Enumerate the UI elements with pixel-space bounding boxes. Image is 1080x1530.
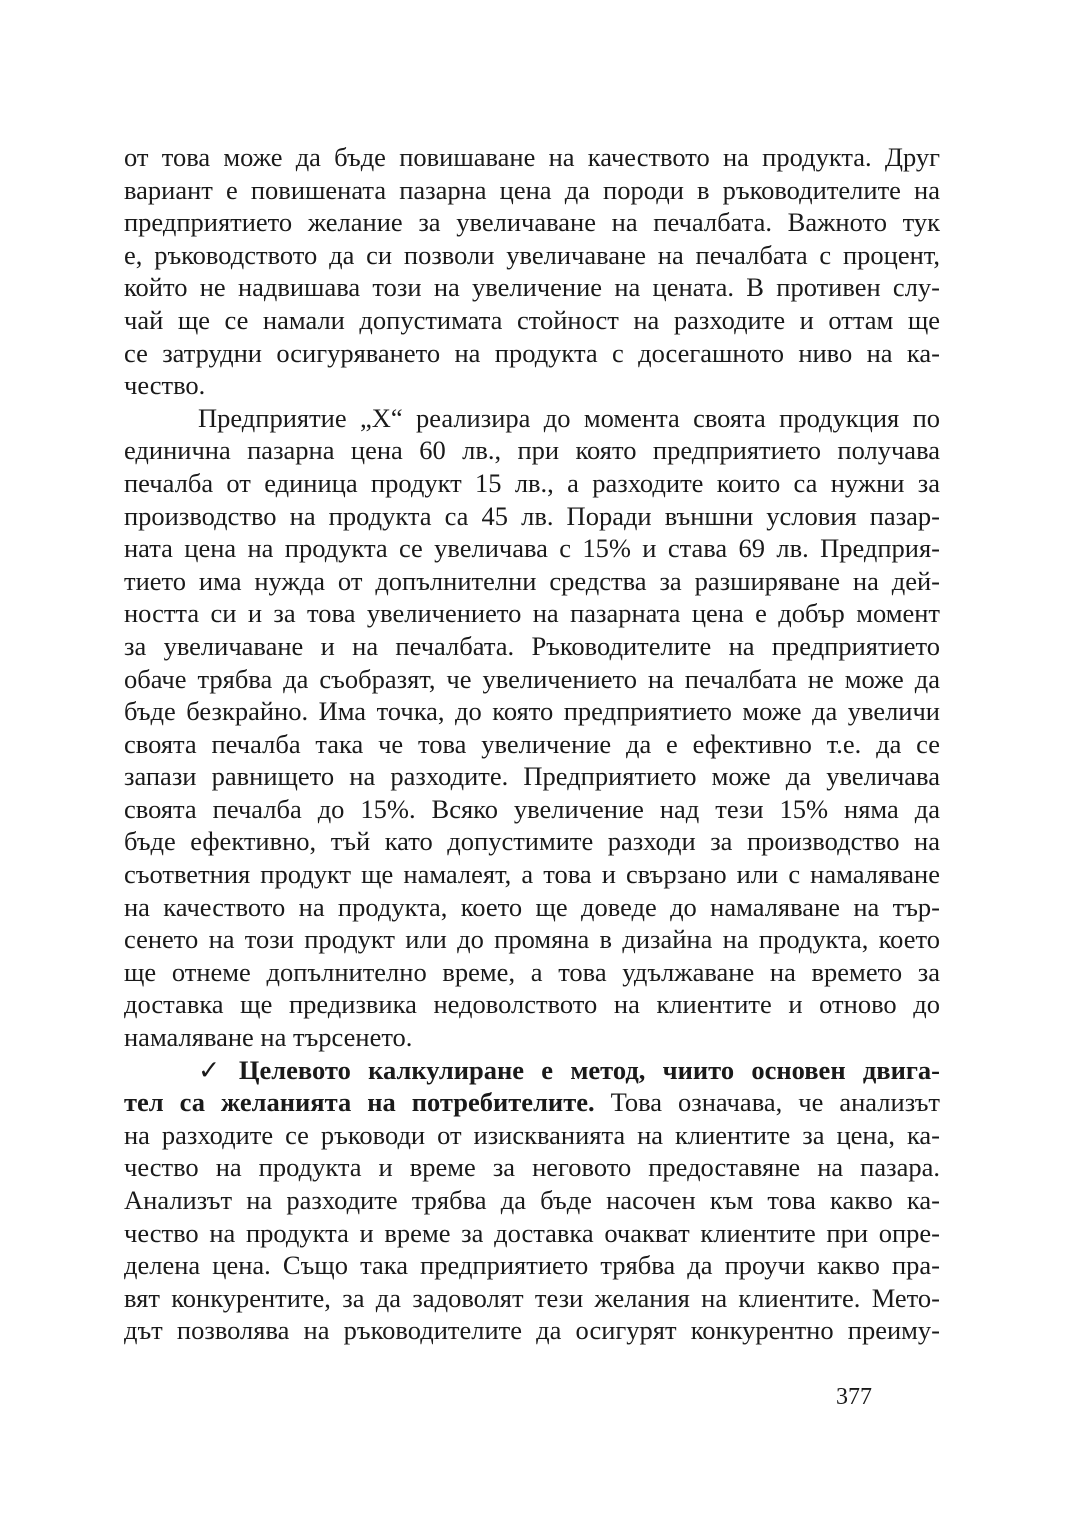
text-line: ността си и за това увеличението на пазарната цена е добър момент: [124, 598, 940, 629]
text-line: на разходите се ръководи от изискванията на клиентите за цена, ка-: [124, 1119, 940, 1150]
text-line: чай ще се намали допустимата стойност на разходите и оттам ще: [124, 304, 940, 335]
text-line: ната цена на продукта се увеличава с 15% и става 69 лв. Предприя-: [124, 533, 940, 564]
text-line: тието има нужда от допълнителни средства за разширяване на дей-: [124, 565, 940, 596]
text-line: чество на продукта и време за доставка очакват клиентите при опре-: [124, 1217, 940, 1248]
page-body: [124, 141, 940, 1347]
text-line: съответния продукт ще намалеят, а това и свързано или с намаляване: [124, 859, 940, 890]
text-line: доставка ще предизвика недоволството на клиентите и отново до: [124, 989, 940, 1020]
text-line: Предприятие „Х“ реализира до момента своята продукция по: [198, 402, 940, 433]
text-line: чество.: [124, 370, 206, 401]
text-line: вят конкурентите, за да задоволят тези желания на клиентите. Мето-: [124, 1282, 940, 1313]
page-number: 377: [836, 1384, 872, 1410]
text-line: печалба от единица продукт 15 лв., а разходите които са нужни за: [124, 467, 940, 498]
text-line: обаче трябва да съобразят, че увеличението на печалбата не може да: [124, 663, 940, 694]
text-line: сенето на този продукт или до промяна в дизайна на продукта, което: [124, 924, 940, 955]
text-line: единична пазарна цена 60 лв., при която предприятието получава: [124, 435, 940, 466]
text-line: предприятието желание за увеличаване на печалбата. Важното тук: [124, 207, 940, 238]
text-run: Това означава, че анализът: [594, 1087, 940, 1118]
text-line: дът позволява на ръководителите да осигурят конкурентно преиму-: [124, 1315, 940, 1346]
text-line: на качеството на продукта, което ще доведе до намаляване на тър-: [124, 891, 940, 922]
text-line: [124, 1086, 940, 1119]
text-line: [124, 1054, 940, 1087]
text-line: чество на продукта и време за неговото предоставяне на пазара.: [124, 1152, 940, 1183]
text-line: който не надвишава този на увеличение на цената. В противен слу-: [124, 272, 940, 303]
text-line: бъде безкрайно. Има точка, до която предприятието може да увеличи: [124, 696, 940, 727]
checkmark-icon: ✓: [198, 1054, 231, 1085]
text-line: от това може да бъде повишаване на качеството на продукта. Друг: [124, 142, 940, 172]
bold-heading: Целевото калкулиране е метод, чиито основен двига-: [238, 1054, 940, 1085]
text-line: вариант е повишената пазарна цена да породи в ръководителите на: [124, 174, 940, 205]
text-line: е, ръководството да си позволи увеличаване на печалбата с процент,: [124, 239, 940, 270]
bold-heading-end: тел са желанията на потребителите.: [124, 1087, 595, 1118]
text-line: намаляване на търсенето.: [124, 1022, 413, 1053]
text-line: делена цена. Също така предприятието трябва да проучи какво пра-: [124, 1250, 940, 1281]
text-line: се затрудни осигуряването на продукта с досегашното ниво на ка-: [124, 337, 940, 368]
text-line: Анализът на разходите трябва да бъде насочен към това какво ка-: [124, 1185, 940, 1215]
text-line: запази равнището на разходите. Предприятието може да увеличава: [124, 761, 940, 792]
text-line: ще отнеме допълнително време, а това удължаване на времето за: [124, 956, 940, 987]
paragraph-3: [124, 1054, 940, 1347]
paragraph-2: [124, 402, 940, 1054]
text-line: бъде ефективно, тъй като допустимите разходи за производство на: [124, 826, 940, 857]
text-line: своята печалба до 15%. Всяко увеличение над тези 15% няма да: [124, 793, 940, 824]
text-line: производство на продукта са 45 лв. Поради външни условия пазар-: [124, 500, 940, 531]
text-line: за увеличаване и на печалбата. Ръководителите на предприятието: [124, 630, 940, 661]
paragraph-1: [124, 141, 940, 402]
text-line: своята печалба така че това увеличение да е ефективно т.е. да се: [124, 728, 940, 759]
